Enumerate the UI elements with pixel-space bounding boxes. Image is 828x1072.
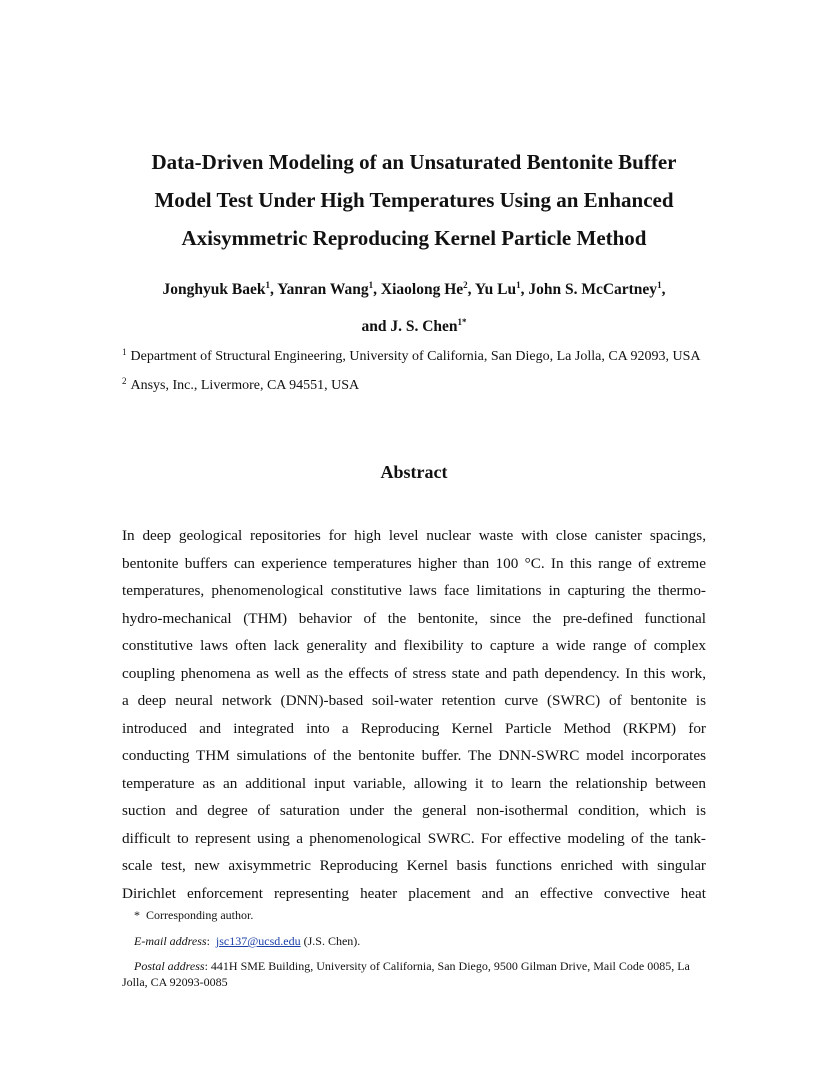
abstract-line: scale test, new axisymmetric Reproducing Kernel basis functions enriched with singular: [122, 857, 706, 874]
author-name: Jonghyuk Baek: [162, 281, 266, 298]
email-label: E-mail address: [134, 934, 207, 948]
affiliation-list: [122, 347, 722, 405]
abstract-line: In deep geological repositories for high level nuclear waste with close canister spacings,: [122, 527, 706, 544]
author-line: [60, 271, 768, 308]
author-separator: ,: [373, 281, 381, 298]
author-name: Xiaolong He: [380, 281, 464, 298]
affiliation: [122, 376, 722, 396]
email-suffix: (J.S. Chen).: [303, 934, 361, 948]
author-separator: ,: [467, 281, 475, 298]
author-affil-marker: 1: [516, 280, 521, 290]
footnote-text: Corresponding author.: [146, 908, 254, 922]
abstract-line: coupling phenomena as well as the effects of stress state and path dependency. In this work,: [122, 664, 706, 682]
footnote-corresponding: [122, 907, 712, 923]
author-affil-marker: 1: [368, 280, 374, 290]
author-separator: ,: [520, 281, 529, 298]
abstract-line: difficult to represent using a phenomenological SWRC. For effective modeling of the tank-: [122, 829, 706, 847]
affiliation-text: Department of Structural Engineering, University of California, San Diego, La Jolla, CA 92093, USA: [130, 349, 701, 364]
abstract-heading: Abstract: [380, 462, 448, 482]
author-affil-marker: 1*: [457, 317, 467, 327]
email-link[interactable]: jsc137@ucsd.edu: [215, 934, 301, 948]
author-name: Yu Lu: [474, 281, 517, 298]
affiliation: [122, 347, 722, 367]
author-name: and J. S. Chen: [361, 318, 458, 335]
author-affil-marker: 2: [463, 280, 468, 290]
abstract-line: hydro-mechanical (THM) behavior of the bentonite, since the pre-defined functional: [122, 609, 706, 627]
abstract-line: temperatures, phenomenological constitutive laws face limitations in capturing the thermo-: [122, 582, 706, 599]
author-separator: ,: [661, 281, 666, 298]
abstract-line: bentonite buffers can experience temperatures higher than 100 °C. In this range of extreme: [122, 554, 706, 572]
abstract-line: constitutive laws often lack generality and flexibility to capture a wide range of complex: [122, 637, 706, 654]
footnote-postal: Postal address: 441H SME Building, University of California, San Diego, 9500 Gilman Drive, Mail Code 0085, La Jolla, CA 92093-0085: [122, 959, 690, 989]
paper-title: [60, 143, 768, 257]
abstract-line: suction and degree of saturation under the general non-isothermal condition, which is: [122, 802, 706, 819]
footnote-email: E-mail address: jsc137@ucsd.edu (J.S. Chen).: [134, 934, 361, 948]
affiliation-marker: 1: [122, 347, 127, 357]
title-line: Model Test Under High Temperatures Using an Enhanced: [154, 188, 674, 212]
affiliation-marker: 2: [122, 376, 127, 386]
title-line: Data-Driven Modeling of an Unsaturated Bentonite Buffer: [151, 150, 677, 174]
abstract-body: [122, 522, 706, 907]
abstract-line: introduced and integrated into a Reproducing Kernel Particle Method (RKPM) for: [122, 719, 706, 737]
author-line: [60, 308, 768, 345]
abstract-line: conducting THM simulations of the bentonite buffer. The DNN-SWRC model incorporates: [122, 747, 706, 764]
abstract-line: Dirichlet enforcement representing heater placement and an effective convective heat: [122, 884, 706, 902]
author-affil-marker: 1: [265, 280, 270, 290]
footnotes: [122, 907, 712, 990]
postal-label: Postal address: [134, 959, 205, 973]
affiliation-text: Ansys, Inc., Livermore, CA 94551, USA: [130, 378, 360, 393]
author-list: [60, 271, 768, 345]
abstract-line: a deep neural network (DNN)-based soil-water retention curve (SWRC) of bentonite is: [122, 692, 706, 709]
author-name: Yanran Wang: [277, 281, 369, 298]
author-affil-marker: 1: [657, 280, 662, 290]
postal-text: 441H SME Building, University of California, San Diego, 9500 Gilman Drive, Mail Code 0085, La Jolla, CA 92093-0085: [122, 959, 690, 989]
abstract-line: temperature as an additional input variable, allowing it to learn the relationship between: [122, 774, 706, 792]
author-separator: ,: [270, 281, 278, 298]
title-line: Axisymmetric Reproducing Kernel Particle Method: [181, 226, 647, 250]
author-name: John S. McCartney: [528, 281, 658, 298]
footnote-star: *: [134, 908, 140, 922]
